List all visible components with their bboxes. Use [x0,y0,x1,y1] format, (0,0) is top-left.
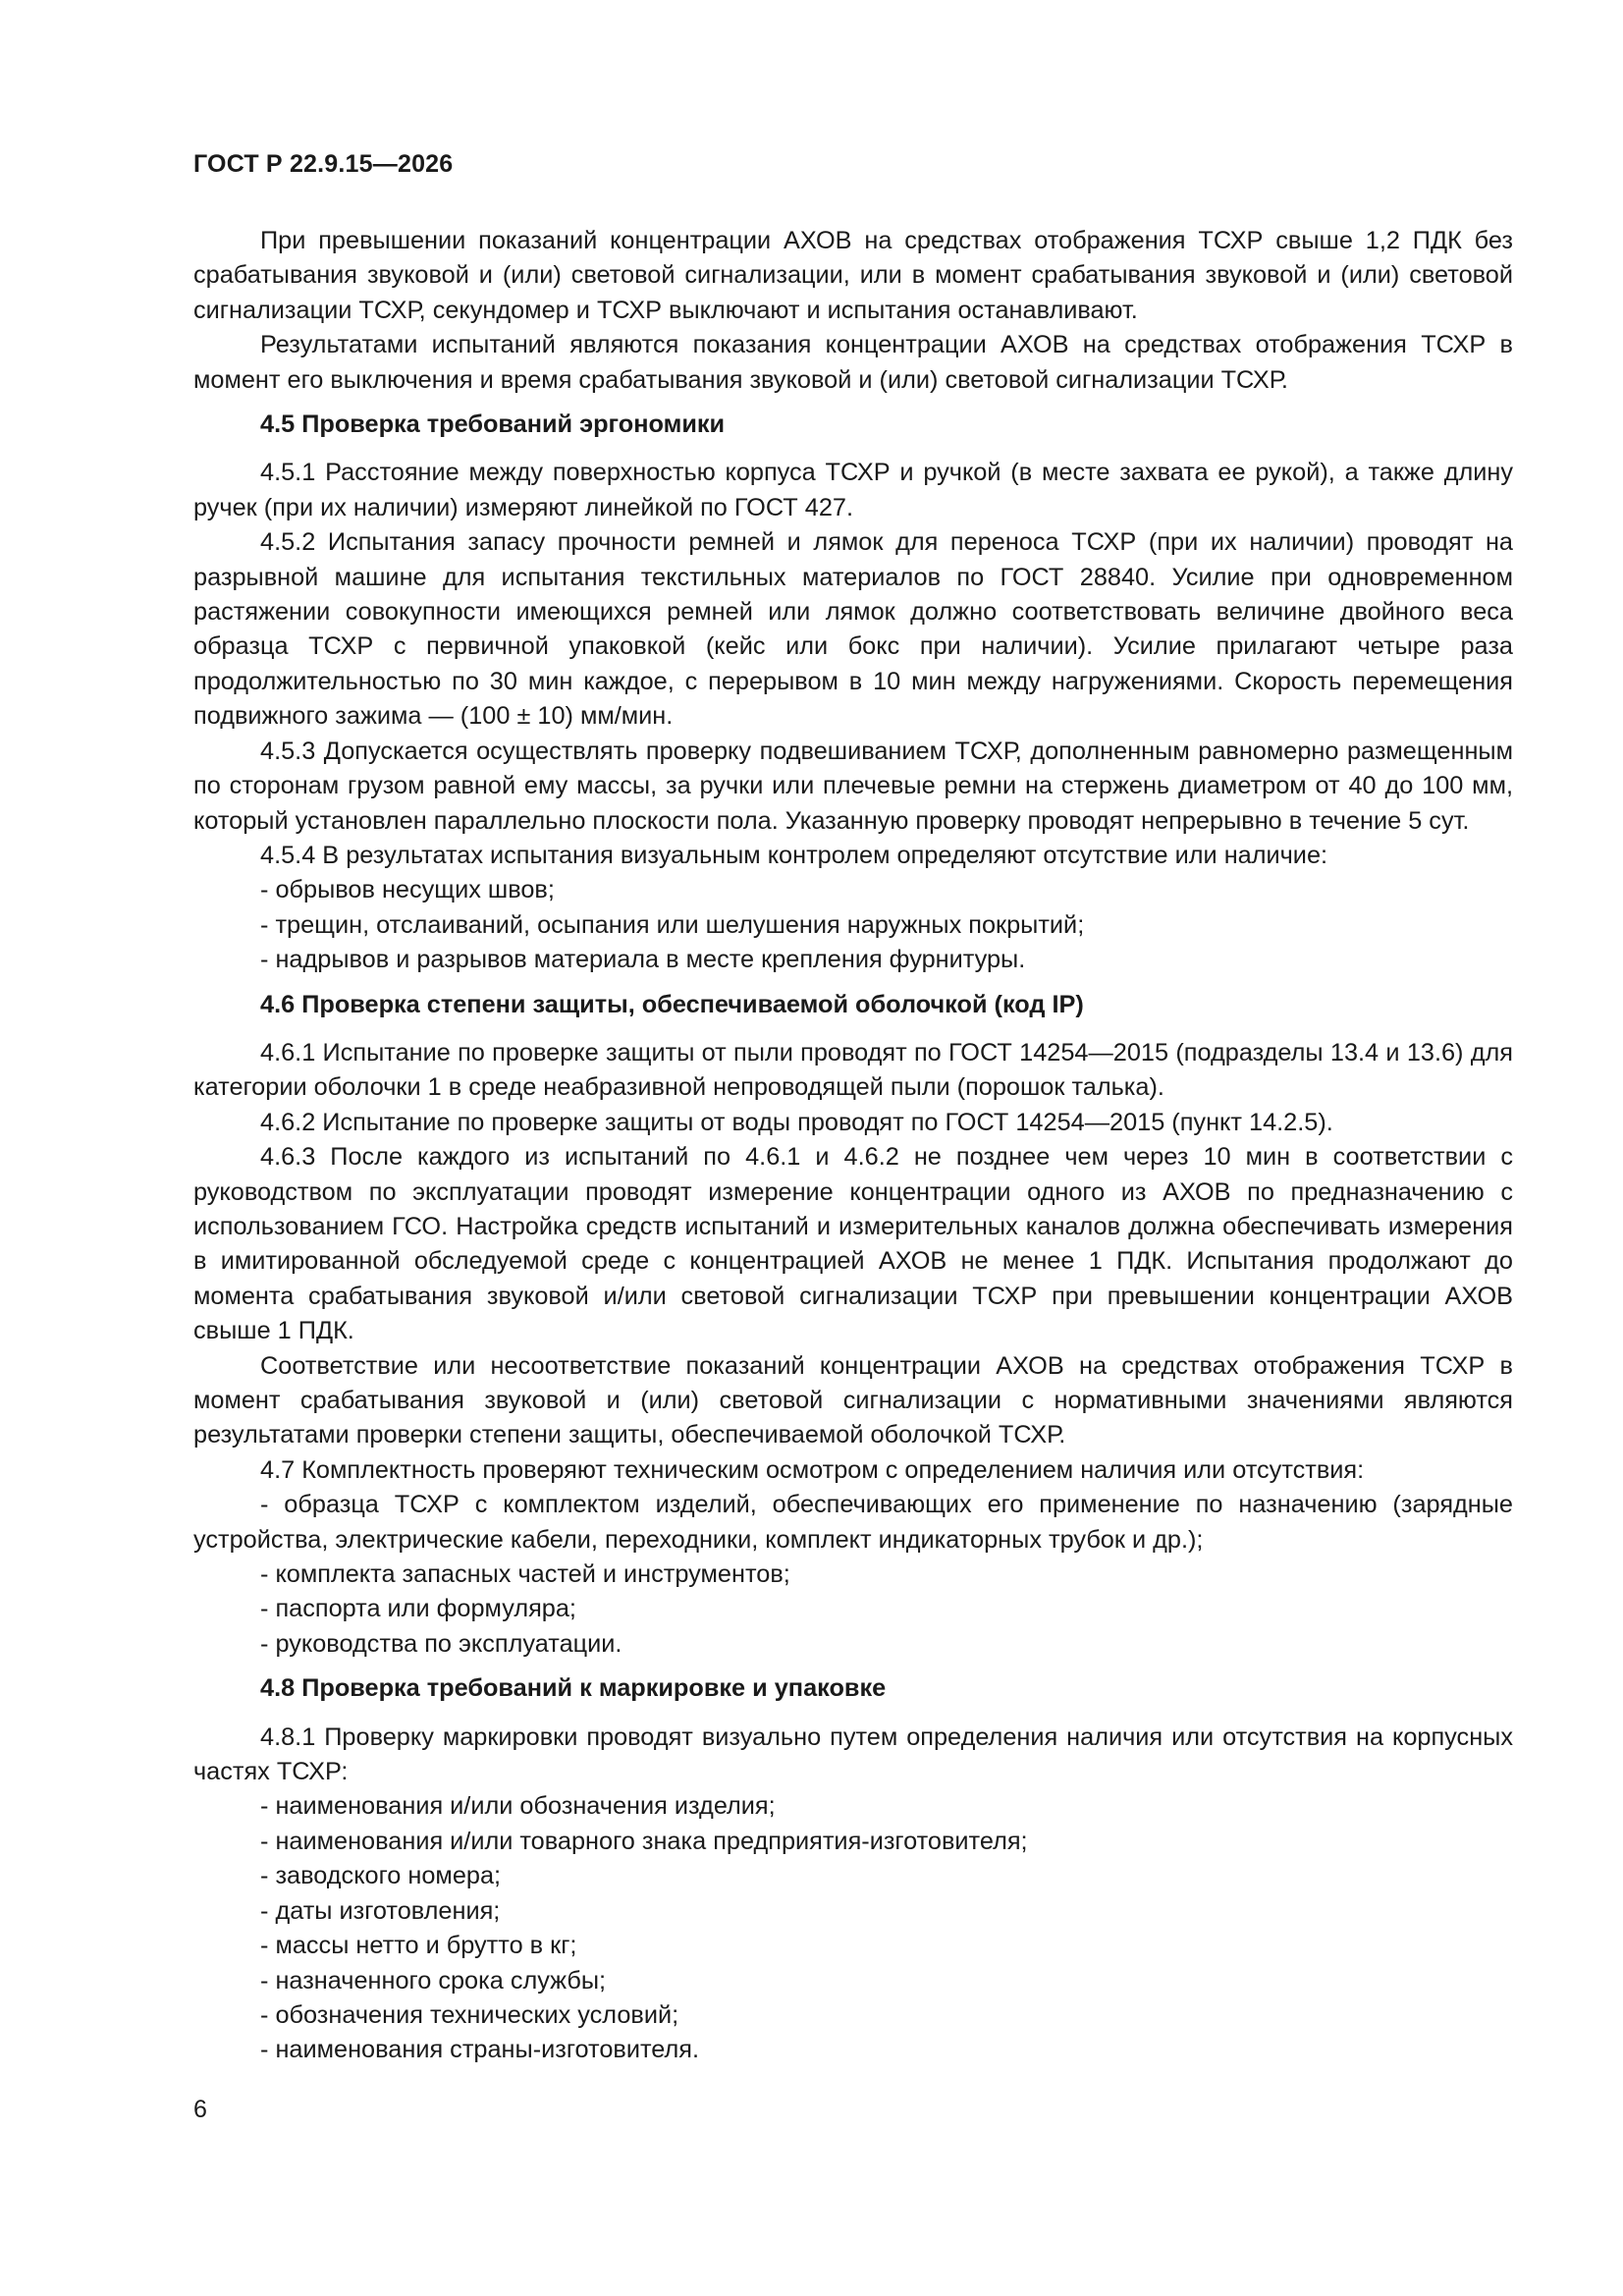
list-item: - трещин, отслаиваний, осыпания или шелушения наружных покрытий; [260,910,1085,939]
list-item: - массы нетто и брутто в кг; [260,1932,577,1960]
paragraph: Результатами испытаний являются показания концентрации АХОВ на средствах отображения ТСХР в момент его выключения и время срабатывания звуковой и (или) световой сигнализации ТСХР. [193,331,1513,394]
list-item: - наименования и/или товарного знака предприятия-изготовителя; [260,1827,1028,1855]
list-item: - комплекта запасных частей и инструментов; [260,1560,790,1589]
list-item: - паспорта или формуляра; [260,1595,576,1623]
document-id-header: ГОСТ Р 22.9.15—2026 [193,150,454,178]
paragraph-4-5-4: 4.5.4 В результатах испытания визуальным контролем определяют отсутствие или наличие: [260,841,1328,869]
paragraph-4-7: 4.7 Комплектность проверяют техническим осмотром с определением наличия или отсутствия: [260,1455,1365,1484]
section-heading-4-8: 4.8 Проверка требований к маркировке и упаковке [260,1674,887,1703]
paragraph: При превышении показаний концентрации АХОВ на средствах отображения ТСХР свыше 1,2 ПДК без срабатывания звуковой и (или) световой сигнализации, или в момент срабатывания звуковой и (или) световой сигнализации ТСХР, секундомер и ТСХР выключают и испытания останавливают. [193,227,1513,324]
document-body [193,224,1513,2068]
paragraph-4-6-1: 4.6.1 Испытание по проверке защиты от пыли проводят по ГОСТ 14254—2015 (подразделы 13.4 и 13.6) для категории оболочки 1 в среде неабразивной непроводящей пыли (порошок талька). [193,1038,1513,1102]
list-item: - наименования страны-изготовителя. [260,2036,699,2064]
paragraph-4-8-1: 4.8.1 Проверку маркировки проводят визуально путем определения наличия или отсутствия на корпусных частях ТСХР: [193,1722,1513,1786]
paragraph-4-5-1: 4.5.1 Расстояние между поверхностью корпуса ТСХР и ручкой (в месте захвата ее рукой), а также длину ручек (при их наличии) измеряют линейкой по ГОСТ 427. [193,459,1513,521]
paragraph-4-5-2: 4.5.2 Испытания запасу прочности ремней и лямок для переноса ТСХР (при их наличии) проводят на разрывной машине для испытания текстильных материалов по ГОСТ 28840. Усилие при одновременном растяжении совокупности имеющихся ремней или лямок должно соответствовать величине двойного веса образца ТСХР с первичной упаковкой (кейс или бокс при наличии). Усилие прилагают четыре раза продолжительностью по 30 мин каждое, с перерывом в 10 мин между нагружениями. Скорость перемещения подвижного зажима — (100 ± 10) мм/мин. [193,528,1513,731]
page-number: 6 [193,2096,207,2123]
paragraph: Соответствие или несоответствие показаний концентрации АХОВ на средствах отображения ТСХР в момент срабатывания звуковой и (или) световой сигнализации с нормативными значениями являются результатами проверки степени защиты, обеспечиваемой оболочкой ТСХР. [193,1351,1513,1449]
list-item: - руководства по эксплуатации. [260,1629,622,1658]
list-item: - надрывов и разрывов материала в месте крепления фурнитуры. [260,946,1026,974]
list-item: - обрывов несущих швов; [260,876,555,904]
section-heading-4-6: 4.6 Проверка степени защиты, обеспечиваемой оболочкой (код IP) [260,990,1084,1018]
list-item: - обозначения технических условий; [260,2000,679,2029]
paragraph-4-5-3: 4.5.3 Допускается осуществлять проверку подвешиванием ТСХР, дополненным равномерно размещенным по сторонам грузом равной ему массы, за ручки или плечевые ремни на стержень диаметром от 40 до 100 мм, который установлен параллельно плоскости пола. Указанную проверку проводят непрерывно в течение 5 сут. [193,737,1513,835]
list-item: - наименования и/или обозначения изделия; [260,1792,776,1821]
list-item: - назначенного срока службы; [260,1966,607,1995]
list-item: - заводского номера; [260,1862,502,1890]
section-heading-4-5: 4.5 Проверка требований эргономики [260,410,726,439]
list-item: - даты изготовления; [260,1896,501,1925]
list-item: - образца ТСХР с комплектом изделий, обеспечивающих его применение по назначению (зарядные устройства, электрические кабели, переходники, комплект индикаторных трубок и др.); [193,1491,1513,1554]
paragraph-4-6-3: 4.6.3 После каждого из испытаний по 4.6.1 и 4.6.2 не позднее чем через 10 мин в соответствии с руководством по эксплуатации проводят измерение концентрации одного из АХОВ по предназначению с использованием ГСО. Настройка средств испытаний и измерительных каналов должна обеспечивать измерения в имитированной обследуемой среде с концентрацией АХОВ не менее 1 ПДК. Испытания продолжают до момента срабатывания звуковой и/или световой сигнализации ТСХР при превышении концентрации АХОВ свыше 1 ПДК. [193,1143,1513,1345]
paragraph-4-6-2: 4.6.2 Испытание по проверке защиты от воды проводят по ГОСТ 14254—2015 (пункт 14.2.5). [260,1108,1333,1136]
